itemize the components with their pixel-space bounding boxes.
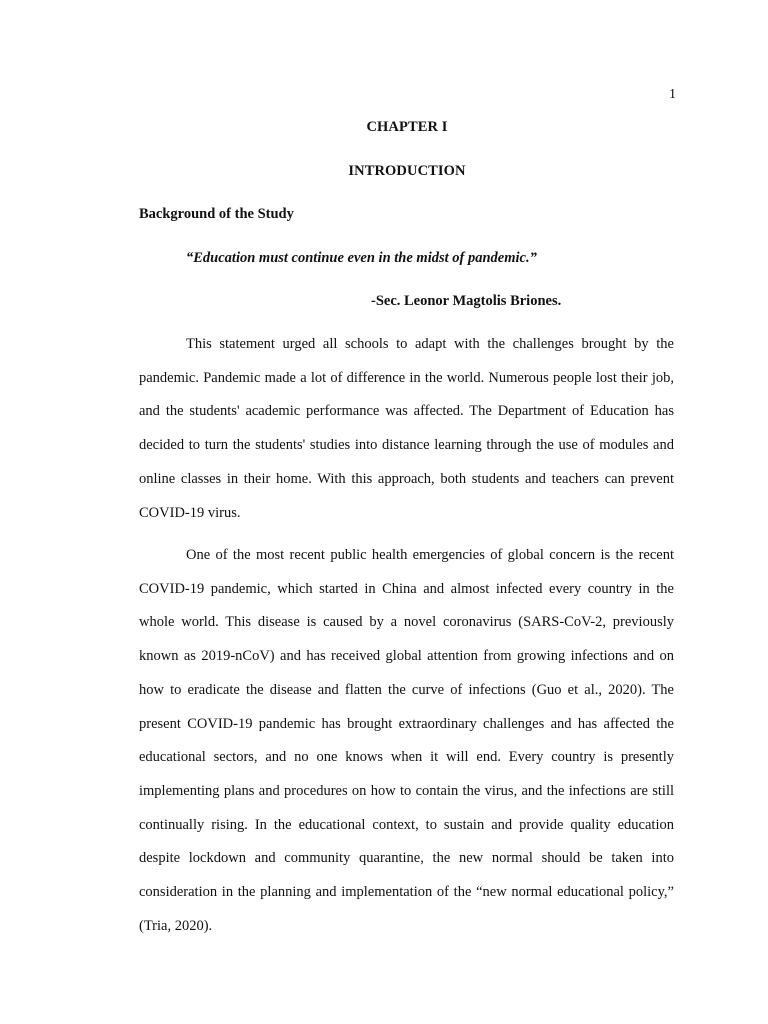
section-heading: Background of the Study	[139, 206, 294, 222]
chapter-heading: CHAPTER I	[366, 119, 448, 135]
chapter-title: INTRODUCTION	[348, 163, 466, 179]
body-paragraph-2	[139, 539, 674, 943]
page-number: 1	[669, 87, 676, 102]
epigraph-quote: “Education must continue even in the midst of pandemic.”	[186, 250, 537, 266]
epigraph-attribution: -Sec. Leonor Magtolis Briones.	[371, 293, 562, 309]
paragraph-text: This statement urged all schools to adapt with the challenges brought by the pandemic. Pandemic made a lot of difference in the world. Numerous people lost their job, and the students' academic performance was affected. The Department of Education has decided to turn the students' studies into distance learning through the use of modules and online classes in their home. With this approach, both students and teachers can prevent COVID-19 virus.	[139, 336, 674, 521]
body-paragraph-1	[139, 328, 674, 530]
paragraph-text: One of the most recent public health emergencies of global concern is the recent COVID-19 pandemic, which started in China and almost infected every country in the whole world. This disease is caused by a novel coronavirus (SARS-CoV-2, previously known as 2019-nCoV) and has received global attention from growing infections and on how to eradicate the disease and flatten the curve of infections (Guo et al., 2020). The present COVID-19 pandemic has brought extraordinary challenges and has affected the educational sectors, and no one knows when it will end. Every country is presently implementing plans and procedures on how to contain the virus, and the infections are still continually rising. In the educational context, to sustain and provide quality education despite lockdown and community quarantine, the new normal should be taken into consideration in the planning and implementation of the “new normal educational policy,” (Tria, 2020).	[139, 547, 674, 934]
